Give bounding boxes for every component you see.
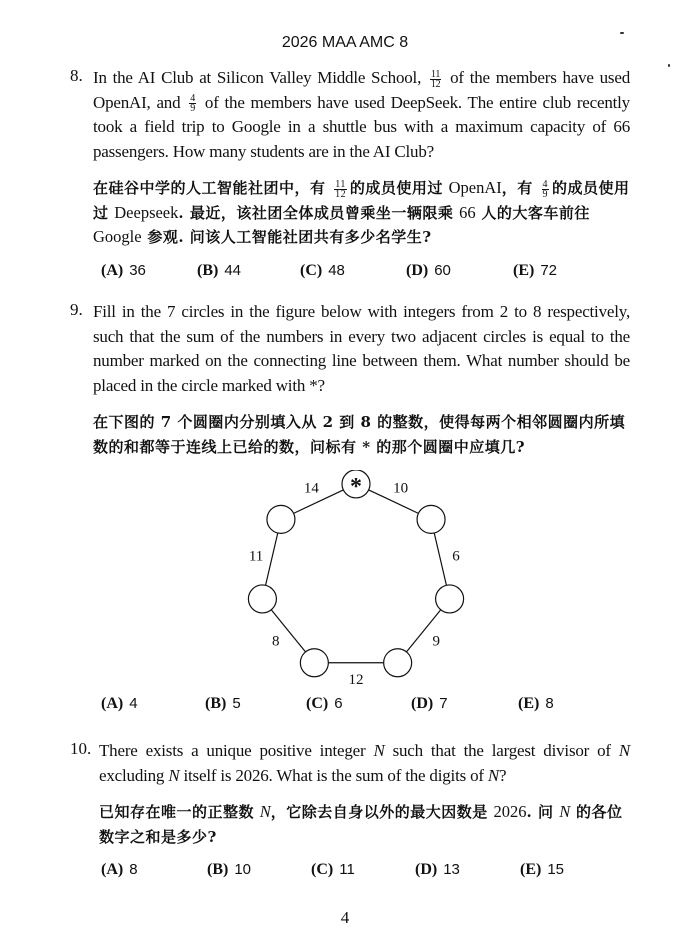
choice-value: 4 <box>129 695 138 712</box>
text-segment: OpenAI <box>448 178 502 197</box>
star-marker: * <box>350 473 362 500</box>
text-segment: 2026 <box>493 802 527 821</box>
text-segment: . 最近，该社团全体成员曾乘坐一辆限乘 <box>178 203 454 222</box>
figure-circle <box>417 505 445 533</box>
fraction-denominator: 12 <box>430 78 441 90</box>
choice-b[interactable] <box>207 861 251 879</box>
fraction-numerator: 11 <box>431 68 441 80</box>
edge-label: 14 <box>303 480 319 497</box>
fraction-11-12 <box>430 70 441 89</box>
choice-label: (A) <box>101 861 124 878</box>
edge-label: 6 <box>452 548 460 565</box>
text-segment: 的成员使用过 <box>93 179 630 222</box>
choice-d[interactable] <box>411 695 448 713</box>
text-segment: ，有 <box>501 179 533 197</box>
scan-speck <box>620 32 624 34</box>
choice-a[interactable] <box>101 262 146 280</box>
choice-label: (C) <box>306 695 329 712</box>
choice-label: (A) <box>101 695 124 712</box>
figure-circle <box>384 649 412 677</box>
variable-n: N <box>559 802 571 821</box>
choice-label: (E) <box>518 695 540 712</box>
variable-n: N <box>487 765 500 785</box>
edge-label: 11 <box>248 548 264 565</box>
answer-choices <box>93 695 630 719</box>
choice-b[interactable] <box>197 262 241 280</box>
problem-text-zh <box>99 800 630 849</box>
choice-c[interactable] <box>300 262 345 280</box>
figure-edge <box>434 533 446 585</box>
text-segment: 的成员使用过 <box>349 179 443 197</box>
page-number: 4 <box>340 908 350 927</box>
fraction-4-9 <box>189 94 196 113</box>
choice-label: (C) <box>311 861 334 878</box>
fraction-numerator: 11 <box>335 178 346 190</box>
choice-label: (D) <box>411 695 434 712</box>
choice-label: (D) <box>415 861 438 878</box>
problem-text-en <box>99 739 630 788</box>
problem-text-zh <box>93 176 630 250</box>
choice-value: 13 <box>443 861 460 878</box>
choice-label: (D) <box>406 261 429 279</box>
choice-c[interactable] <box>306 695 343 713</box>
figure-circle <box>248 585 276 613</box>
text-segment: Deepseek <box>114 202 179 222</box>
choice-a[interactable] <box>101 861 138 879</box>
edge-label: 9 <box>432 633 440 650</box>
problem-number: 9. <box>70 300 83 319</box>
choice-label: (E) <box>513 261 535 279</box>
choice-d[interactable] <box>415 861 460 879</box>
text-segment: Google <box>93 227 142 246</box>
text-segment: 66 <box>459 202 476 222</box>
text-segment: itself is 2026. What is the sum of the digits of <box>183 765 484 785</box>
answer-choices <box>99 861 630 885</box>
text-segment: such that the largest divisor of <box>392 741 611 760</box>
fraction-numerator: 4 <box>542 178 549 190</box>
choice-c[interactable] <box>311 861 355 879</box>
problem-text-zh: 在下图的 7 个圆圈内分别填入从 2 到 8 的整数，使得每两个相邻圆圈内所填数的和都等于连线上已给的数，问标有 * 的那个圆圈中应填几? <box>93 413 626 456</box>
fraction-denominator: 9 <box>190 103 196 115</box>
choice-value: 10 <box>234 861 252 878</box>
problem-8 <box>70 66 630 286</box>
text-segment: There exists a unique positive integer <box>99 741 366 760</box>
choice-d[interactable] <box>406 262 451 280</box>
choice-value: 6 <box>334 695 343 712</box>
problem-number: 10. <box>70 739 92 758</box>
text-segment: excluding <box>99 765 165 785</box>
edge-label: 10 <box>393 480 409 497</box>
answer-choices <box>93 262 630 286</box>
choice-label: (B) <box>197 261 219 279</box>
choice-value: 8 <box>129 861 138 878</box>
variable-n: N <box>373 741 385 760</box>
choice-value: 72 <box>540 261 558 279</box>
problem-text-en <box>93 66 630 164</box>
text-segment: . 问 <box>526 803 554 821</box>
figure-nodes <box>248 470 463 677</box>
choice-label: (B) <box>207 861 229 878</box>
problem-10 <box>70 739 630 885</box>
choice-value: 60 <box>434 261 451 279</box>
problem-9-choices <box>70 685 630 719</box>
choice-value: 8 <box>545 695 554 712</box>
choice-value: 11 <box>339 861 355 878</box>
choice-value: 7 <box>439 695 448 712</box>
problem-number: 8. <box>70 66 83 85</box>
variable-n: N <box>259 802 271 821</box>
text-segment: ，它除去自身以外的最大因数是 <box>270 803 488 821</box>
problem-9 <box>70 300 630 459</box>
heptagon-circle-figure <box>240 470 480 690</box>
figure-circle <box>436 585 464 613</box>
variable-n: N <box>168 765 180 785</box>
problem-text-en: Fill in the 7 circles in the figure below with integers from 2 to 8 respectively, such that the sum of the numbers in every two adjacent circles is equal to the number marked on the connecting line between them. What number should be placed in the circle marked with *? <box>93 302 630 395</box>
figure-circle <box>267 505 295 533</box>
fraction-denominator: 9 <box>542 188 549 200</box>
choice-b[interactable] <box>205 695 241 713</box>
fraction-11-12 <box>334 180 347 199</box>
fraction-denominator: 12 <box>335 188 347 200</box>
choice-a[interactable] <box>101 695 138 713</box>
choice-label: (A) <box>101 261 124 279</box>
choice-value: 5 <box>232 695 241 712</box>
choice-label: (E) <box>520 861 542 878</box>
figure-edge <box>266 533 278 585</box>
text-segment: 参观. 问该人工智能社团共有多少名学生? <box>147 228 432 246</box>
choice-value: 44 <box>224 261 242 279</box>
text-segment: 在硅谷中学的人工智能社团中，有 <box>93 179 326 197</box>
choice-value: 15 <box>547 861 565 878</box>
choice-label: (C) <box>300 261 323 279</box>
choice-e[interactable] <box>513 262 557 280</box>
choice-value: 48 <box>328 261 345 279</box>
edge-label: 8 <box>272 633 280 650</box>
text-segment: of the members have used OpenAI, and <box>93 68 630 112</box>
page-header-title: 2026 MAA AMC 8 <box>281 34 409 51</box>
text-segment: ? <box>499 765 507 785</box>
edge-label: 12 <box>348 671 364 688</box>
fraction-4-9 <box>542 180 550 199</box>
choice-e[interactable] <box>520 861 564 879</box>
choice-label: (B) <box>205 695 227 712</box>
figure-circle <box>300 649 328 677</box>
text-segment: 人的大客车前往 <box>481 203 590 222</box>
choice-e[interactable] <box>518 695 554 713</box>
text-segment: 已知存在唯一的正整数 <box>99 803 255 821</box>
fraction-numerator: 4 <box>190 93 196 105</box>
text-segment: of the members have used DeepSeek. The entire club recently took a field trip to Google in a shuttle bus with a maximum capacity of 66 passengers. How many students are in the AI Club? <box>93 92 630 161</box>
text-segment: In the AI Club at Silicon Valley Middle School, <box>93 68 422 87</box>
choice-value: 36 <box>129 261 146 279</box>
text-segment: 的各位数字之和是多少? <box>99 803 623 846</box>
scan-speck <box>668 64 670 67</box>
variable-n: N <box>618 741 630 760</box>
